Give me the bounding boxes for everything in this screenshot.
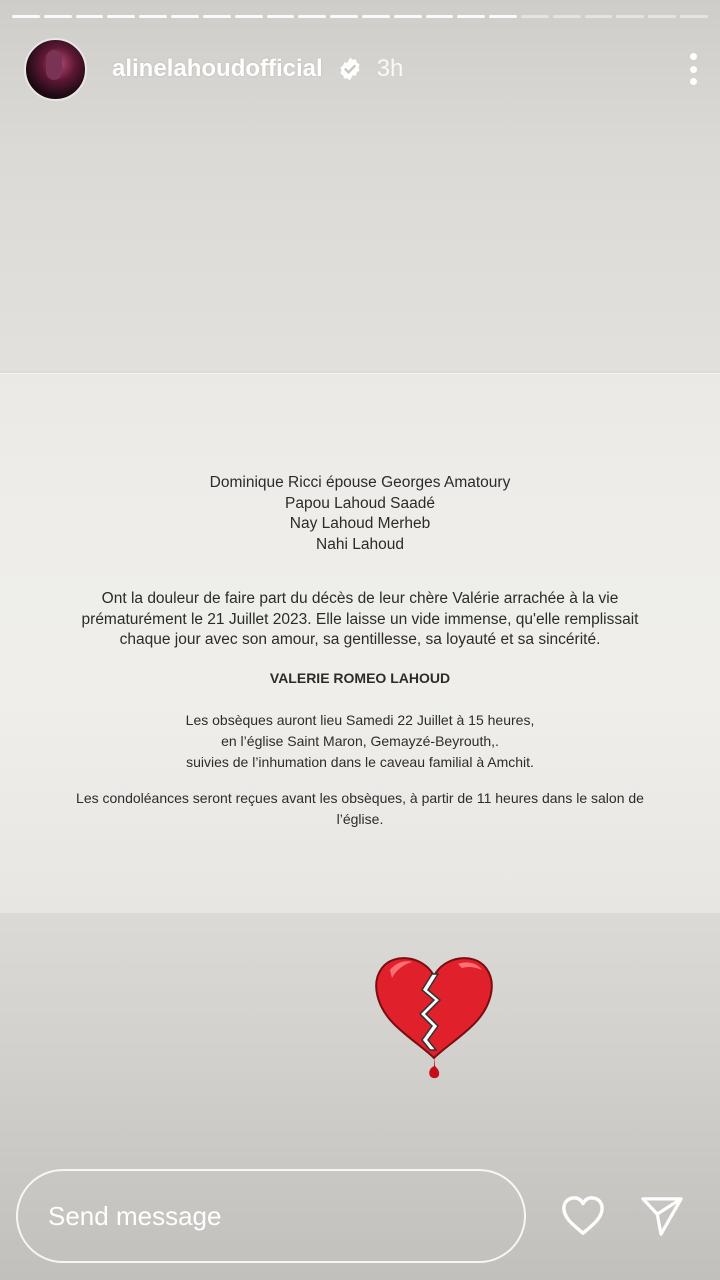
- more-vertical-icon[interactable]: [688, 49, 698, 89]
- notice-announcement-line: chaque jour avec son amour, sa gentillesse, sa loyauté et sa sincérité.: [119, 631, 601, 648]
- username[interactable]: alinelahoudofficial: [112, 55, 323, 82]
- avatar[interactable]: [24, 38, 87, 101]
- broken-heart-icon[interactable]: [372, 950, 496, 1080]
- progress-segment: [203, 15, 231, 18]
- progress-segment: [267, 15, 295, 18]
- progress-segment: [457, 15, 485, 18]
- notice-announcement-line: Ont la douleur de faire part du décès de leur chère Valérie arrachée à la vie: [101, 590, 619, 607]
- notice-funeral-line: Les obsèques auront lieu Samedi 22 Juillet à 15 heures,: [185, 712, 535, 728]
- progress-segment: [616, 15, 644, 18]
- progress-segment: [680, 15, 708, 18]
- progress-segment: [76, 15, 104, 18]
- notice-announcement-line: prématurément le 21 Juillet 2023. Elle laisse un vide immense, qu'elle remplissait: [81, 610, 639, 628]
- progress-segment: [489, 15, 517, 18]
- notice-funeral: [0, 710, 720, 773]
- progress-segment: [330, 15, 358, 18]
- verified-badge-icon: [337, 56, 363, 82]
- progress-segment: [107, 15, 135, 18]
- story-footer: [16, 1167, 704, 1265]
- notice-funeral-line: en l’église Saint Maron, Gemayzé-Beyrouth,.: [221, 733, 499, 749]
- progress-segment: [171, 15, 199, 18]
- notice-name-line: Papou Lahoud Saadé: [285, 494, 435, 512]
- send-icon[interactable]: [640, 1195, 684, 1237]
- progress-segment: [648, 15, 676, 18]
- notice-name-line: Dominique Ricci épouse Georges Amatoury: [209, 474, 511, 491]
- notice-condolences-line: l’église.: [336, 811, 384, 827]
- notice-name-line: Nahi Lahoud: [316, 535, 404, 553]
- notice-names: [0, 473, 720, 555]
- heart-outline-icon[interactable]: [560, 1195, 606, 1237]
- send-message-input[interactable]: Send message: [16, 1169, 526, 1263]
- progress-segment: [553, 15, 581, 18]
- notice-condolences: [0, 788, 720, 830]
- progress-segment: [12, 15, 40, 18]
- notice-announcement: [0, 589, 720, 651]
- story-progress-bar: [12, 15, 708, 19]
- progress-segment: [521, 15, 549, 18]
- notice-condolences-line: Les condoléances seront reçues avant les obsèques, à partir de 11 heures dans le salon de: [76, 790, 644, 806]
- progress-segment: [298, 15, 326, 18]
- progress-segment: [44, 15, 72, 18]
- progress-segment: [362, 15, 390, 18]
- progress-segment: [426, 15, 454, 18]
- progress-segment: [585, 15, 613, 18]
- progress-segment: [394, 15, 422, 18]
- post-time: 3h: [376, 55, 404, 82]
- story-header: [24, 37, 696, 101]
- progress-segment: [139, 15, 167, 18]
- notice-name-line: Nay Lahoud Merheb: [289, 515, 431, 532]
- progress-segment: [235, 15, 263, 18]
- notice-funeral-line: suivies de l’inhumation dans le caveau familial à Amchit.: [186, 754, 534, 770]
- notice-deceased-name: VALERIE ROMEO LAHOUD: [269, 670, 451, 686]
- story-photo-notice: [0, 373, 720, 913]
